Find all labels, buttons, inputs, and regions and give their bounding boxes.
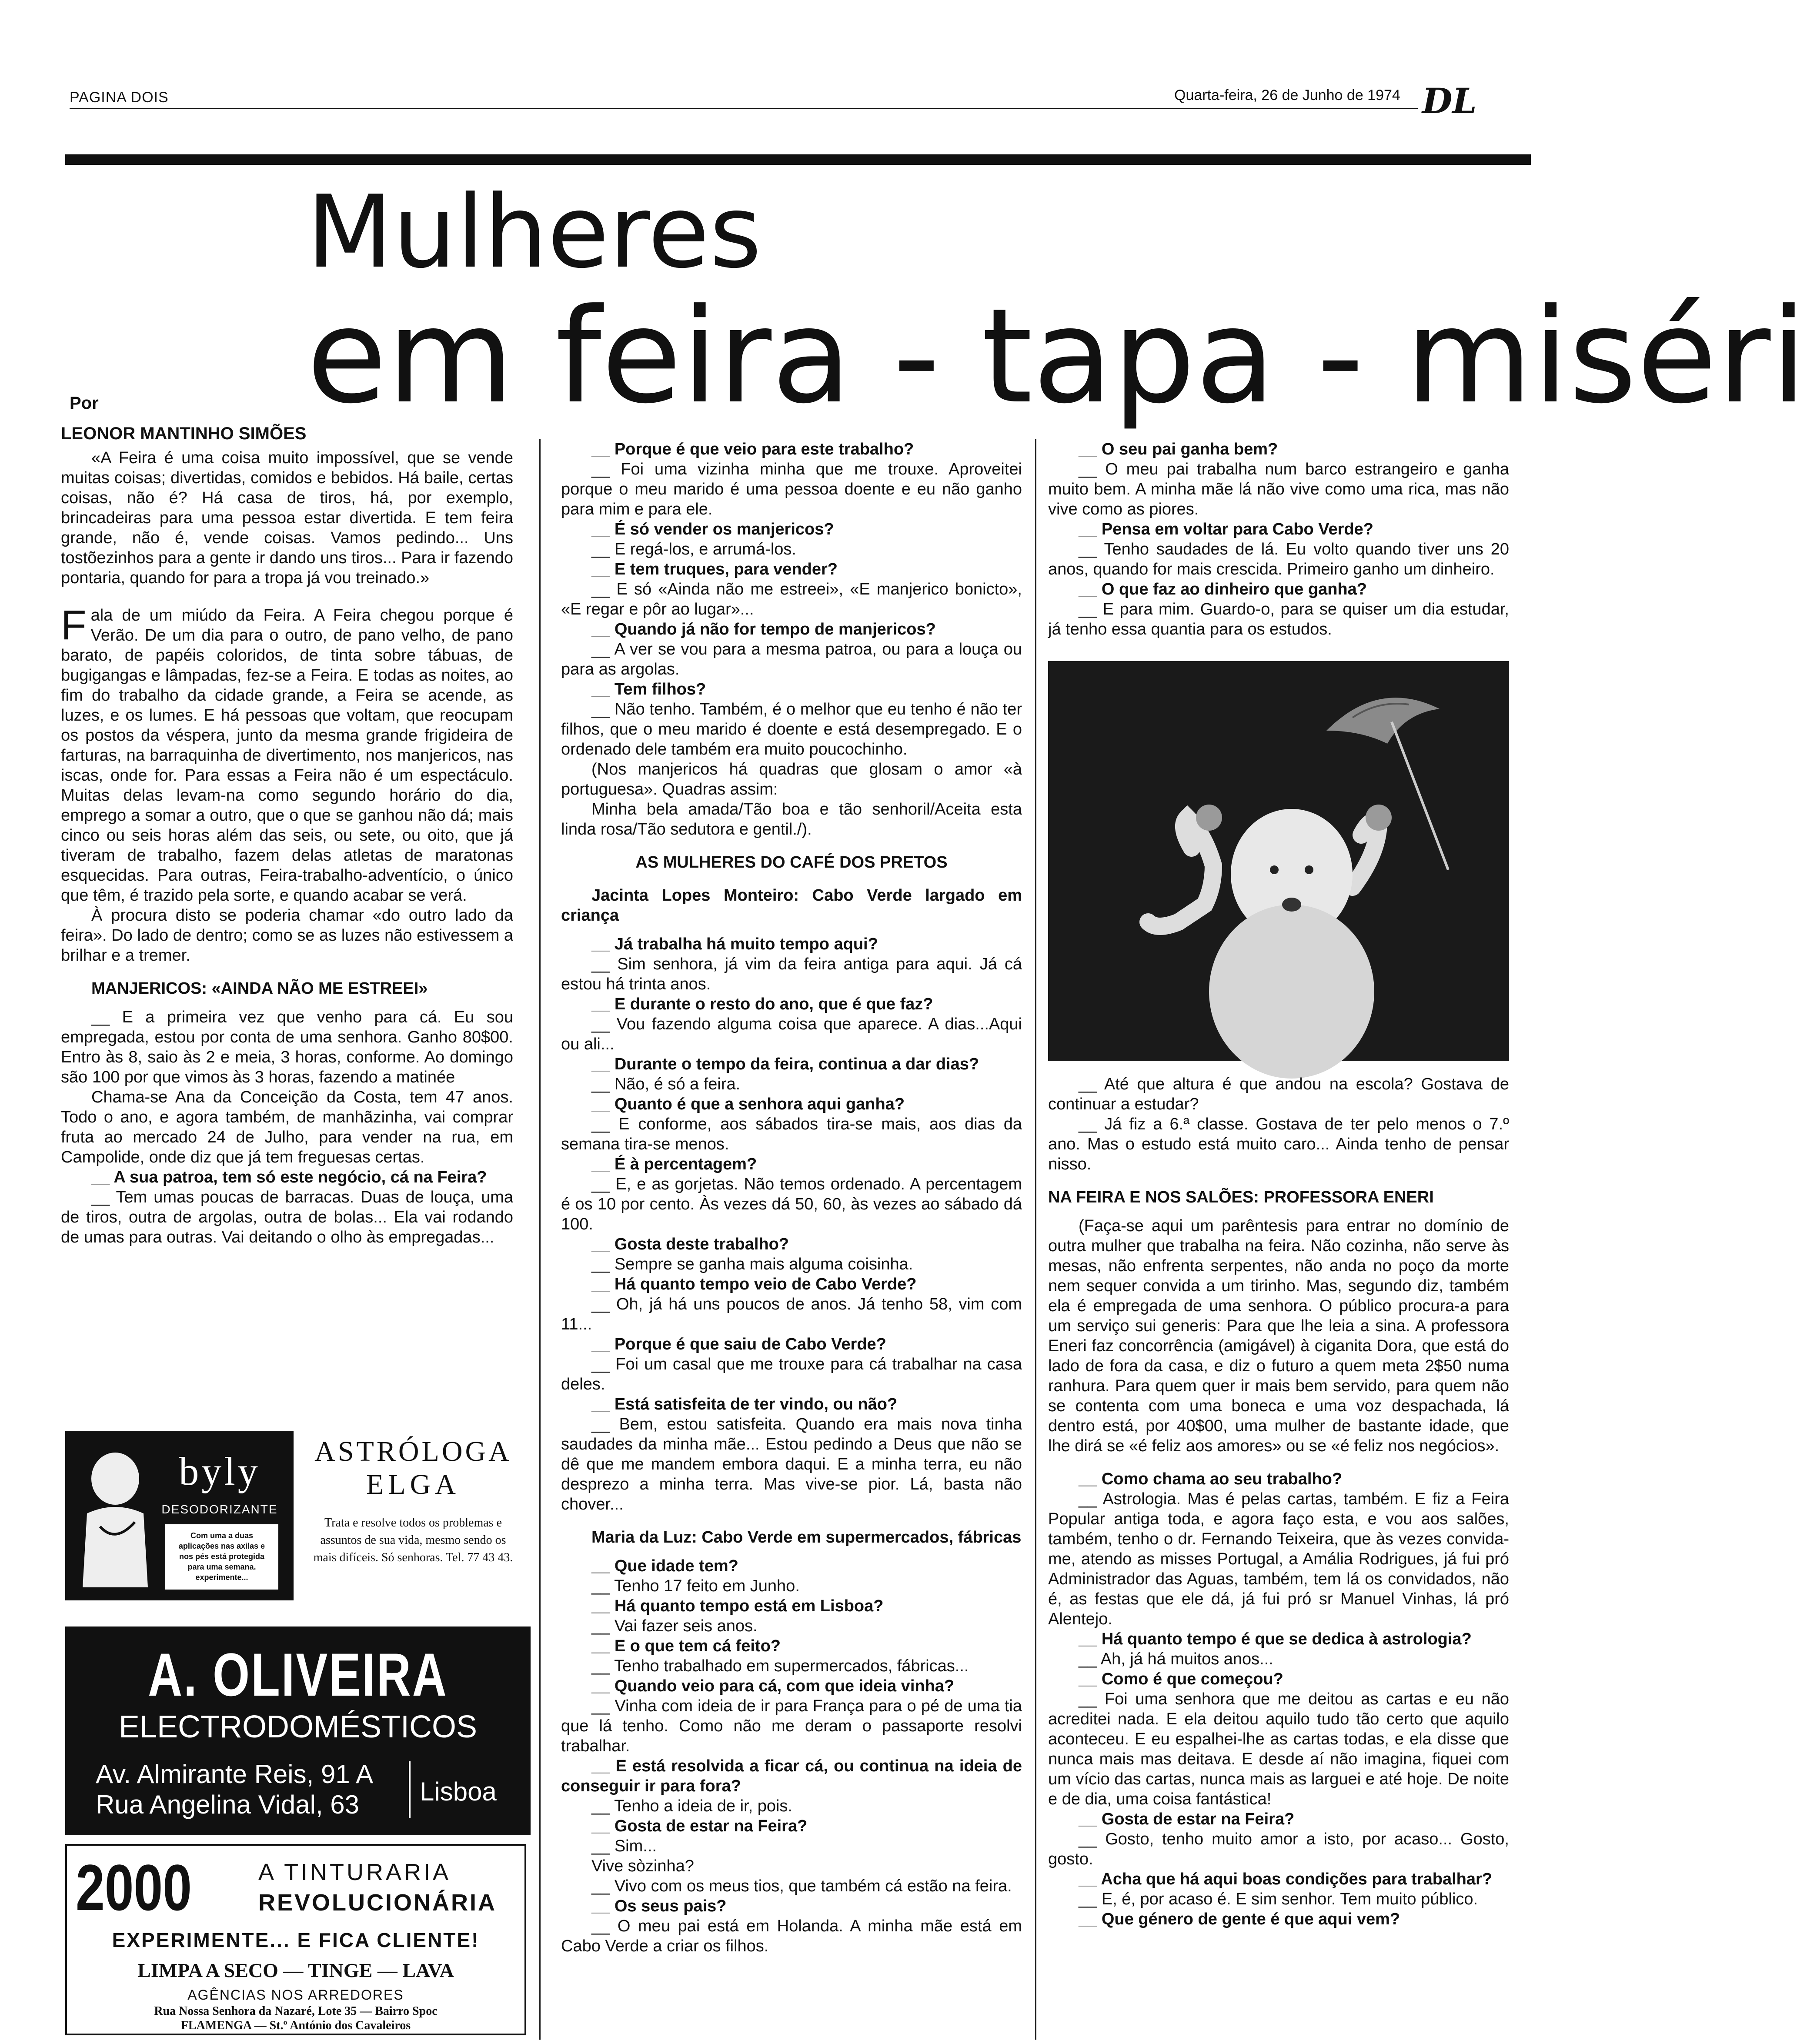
column-divider xyxy=(539,439,541,2040)
interview-answer: __ Vou fazendo alguma coisa que aparece. A dias...Aqui ou ali... xyxy=(561,1015,1022,1053)
interview-question: __ Acha que há aqui boas condições para trabalhar? xyxy=(1079,1870,1492,1888)
column-2 xyxy=(561,439,1022,1956)
interview-question: __ O seu pai ganha bem? xyxy=(1079,440,1278,458)
article-photo xyxy=(1048,661,1509,1061)
oliveira-name: A. OLIVEIRA xyxy=(148,1640,448,1709)
subheading: Maria da Luz: Cabo Verde em supermercados, fábricas xyxy=(591,1528,1022,1546)
byly-brand: byly xyxy=(179,1449,261,1493)
oliveira-city: Lisboa xyxy=(420,1777,497,1806)
tint-agencies: AGÊNCIAS NOS ARREDORES xyxy=(187,1987,404,2003)
interview-answer: __ Astrologia. Mas é pelas cartas, também. E fiz a Feira Popular antiga toda, e agora faço esta, e vou aos salões, também, tenho o dr. Fernando Teixeira, que às vezes convida-me, atendo as misses Portugal, a Amália Rodrigues, já fui pró Administrador das Aguas, também, tem lá os convidados, não é, as festas que ele dá, já fui pró sr Manuel Vinhas, lá pró Alentejo. xyxy=(1048,1490,1509,1628)
interview-answer: __ Tenho a ideia de ir, pois. xyxy=(591,1797,792,1815)
paragraph: (Faça-se aqui um parêntesis para entrar no domínio de outra mulher que trabalha na feira. Não cozinha, não serve às mesas, não enfrenta serpentes, não anda no poço da morte nem sequer convida a um tirinho. Mas, segundo diz, também ela é empregada de uma senhora. O público procura-a para um serviço sui generis: Para que lhe leia a sina. A professora Eneri faz concorrência (amigável) à ciganita Dora, que está do lado de fora da casa, e diz o futuro a quem meta 2$50 numa ranhura. Para quem quer ir mais bem servido, para quem não se contenta com uma boneca e uma voz despachada, lá dentro está, por 40$00, uma mulher de bastante idade, que lhe dirá se «é feliz aos amores» ou se «é feliz nos negócios». xyxy=(1048,1217,1509,1455)
column-3 xyxy=(1048,439,1509,639)
paragraph: __ E a primeira vez que venho para cá. Eu sou empregada, estou por conta de uma senhora. Ganho 80$00. Entro às 8, saio às 2 e meia, 3 horas, conforme. Ao domingo são 100 por que vimos às 3 horas, fazendo a matinée xyxy=(61,1008,513,1086)
interview-answer: (Nos manjericos há quadras que glosam o amor «à portuguesa». Quadras assim: xyxy=(561,760,1022,798)
interview-question: __ E o que tem cá feito? xyxy=(591,1637,781,1655)
interview-answer: __ O meu pai está em Holanda. A minha mãe está em Cabo Verde a criar os filhos. xyxy=(561,1917,1022,1955)
interview-question: __ Gosta de estar na Feira? xyxy=(1079,1810,1295,1828)
interview-answer: __ Sim... xyxy=(591,1837,657,1855)
interview-question: __ E tem truques, para vender? xyxy=(591,560,838,578)
column-1 xyxy=(61,448,513,1247)
interview-question: __ É à percentagem? xyxy=(591,1155,757,1173)
ad-byly xyxy=(65,1431,294,1600)
interview-answer: __ Tenho saudades de lá. Eu volto quando tiver uns 20 anos, quando for mais crescida. Primeiro ganho um dinheiro. xyxy=(1048,540,1509,578)
interview-answer: Minha bela amada/Tão boa e tão senhoril/Aceita esta linda rosa/Tão sedutora e gentil./). xyxy=(561,800,1022,838)
tint-title-1: A TINTURARIA xyxy=(258,1859,451,1885)
tint-address-1: Rua Nossa Senhora da Nazaré, Lote 35 — Bairro Spoc xyxy=(154,2004,438,2018)
interview-answer: __ Não, é só a feira. xyxy=(591,1075,741,1093)
interview-answer: __ O meu pai trabalha num barco estrangeiro e ganha muito bem. A minha mãe lá não vive como uma rica, mas não vive como as piores. xyxy=(1048,460,1509,518)
interview-answer: Vive sòzinha? xyxy=(591,1857,694,1875)
subheading: NA FEIRA E NOS SALÕES: PROFESSORA ENERI xyxy=(1048,1188,1434,1206)
paragraph xyxy=(61,602,513,905)
interview-block xyxy=(1048,439,1509,639)
question: __ A sua patroa, tem só este negócio, cá na Feira? xyxy=(91,1168,487,1186)
interview-answer: __ Sempre se ganha mais alguma coisinha. xyxy=(591,1255,913,1273)
interview-answer: __ E conforme, aos sábados tira-se mais, aos dias da semana tira-se menos. xyxy=(561,1115,1022,1153)
interview-question: __ Quando veio para cá, com que ideia vinha? xyxy=(591,1677,955,1695)
interview-question: __ O que faz ao dinheiro que ganha? xyxy=(1079,580,1367,598)
ad-tinturaria xyxy=(65,1844,526,2035)
interview-answer: __ Foi uma senhora que me deitou as cartas e eu não acreditei nada. E ela deitou aquilo tudo tão certo que aquilo aconteceu. E eu espalhei-lhe as cartas todas, e ela disse que nunca mais mas deitava. E desde aí não imagina, fiquei com um vício das cartas, nunca mais as larguei e até hoje. De noite e de dia, uma coisa fantástica! xyxy=(1048,1690,1509,1808)
newspaper-logo: DL xyxy=(1422,80,1477,121)
interview-question: __ Gosta de estar na Feira? xyxy=(591,1817,808,1835)
interview-block xyxy=(1048,1469,1509,1929)
interview-question: __ Pensa em voltar para Cabo Verde? xyxy=(1079,520,1373,538)
tint-address-2: FLAMENGA — St.º António dos Cavaleiros xyxy=(180,2019,411,2032)
interview-question: __ Os seus pais? xyxy=(591,1897,727,1915)
oliveira-sub: ELECTRODOMÉSTICOS xyxy=(118,1710,478,1744)
tint-slogan: EXPERIMENTE... E FICA CLIENTE! xyxy=(112,1929,480,1951)
ad-astrologa xyxy=(300,1431,526,1600)
interview-answer: __ Tenho 17 feito em Junho. xyxy=(591,1577,800,1595)
byly-tagline: DESODORIZANTE xyxy=(161,1503,278,1516)
interview-question: __ Porque é que saiu de Cabo Verde? xyxy=(591,1335,886,1353)
divider xyxy=(409,1761,411,1818)
intro-quote: «A Feira é uma coisa muito impossível, que se vende muitas coisas; divertidas, comidos e bebidos. Há baile, certas coisas, não é? Há casa de tiros, há, por exemplo, brincadeiras para uma pessoa estar divertida. E tem feira grande, não é, vende coisas. Vamos pedindo... Uns tostõezinhos para a gente ir dando uns tiros... Para ir fazendo pontaria, quando for para a tropa já vou treinado.» xyxy=(61,449,513,587)
interview-block xyxy=(561,1556,1022,1956)
interview-question: __ Como é que começou? xyxy=(1079,1670,1283,1688)
interview-answer: __ Até que altura é que andou na escola? Gostava de continuar a estudar? xyxy=(1048,1075,1509,1113)
interview-question: __ Há quanto tempo está em Lisboa? xyxy=(591,1597,884,1615)
interview-answer: __ Bem, estou satisfeita. Quando era mais nova tinha saudades da minha mãe... Estou pedindo a Deus que não se dê que me mandem embora daqui. E a minha terra, eu não desprezo a minha terra. Mas vive-se pior. Lá, basta não chover... xyxy=(561,1415,1022,1513)
interview-question: __ Que idade tem? xyxy=(591,1557,738,1575)
tint-services: LIMPA A SECO — TINGE — LAVA xyxy=(137,1959,454,1981)
interview-answer: __ Não tenho. Também, é o melhor que eu tenho é não ter filhos, que o meu marido é doente e está desempregado. E o ordenado dele também era muito poucochinho. xyxy=(561,700,1022,758)
interview-answer: __ Ah, já há muitos anos... xyxy=(1079,1650,1273,1668)
interview-answer: __ E, e as gorjetas. Não temos ordenado. A percentagem é os 10 por cento. Às vezes dá 50, 60, às vezes ao sábado dá 100. xyxy=(561,1175,1022,1233)
interview-block xyxy=(561,439,1022,839)
headline-line-1: Mulheres xyxy=(307,174,762,291)
interview-block xyxy=(561,934,1022,1514)
headline-bar xyxy=(65,154,1531,165)
interview-question: __ É só vender os manjericos? xyxy=(591,520,834,538)
child-umbrella-illustration xyxy=(1048,661,1509,1061)
subheading: AS MULHERES DO CAFÉ DOS PRETOS xyxy=(635,853,948,872)
ad-oliveira xyxy=(65,1627,531,1835)
byly-copy: Com uma a duas aplicações nas axilas e nos pés está protegida para uma semana. experimente... xyxy=(165,1524,278,1590)
column-3-continued xyxy=(1048,1074,1509,1929)
interview-answer: __ E, é, por acaso é. E sim senhor. Tem muito público. xyxy=(1079,1890,1478,1908)
oliveira-address-2: Rua Angelina Vidal, 63 xyxy=(96,1790,360,1819)
interview-answer: __ E regá-los, e arrumá-los. xyxy=(591,540,796,558)
interview-question: __ Há quanto tempo veio de Cabo Verde? xyxy=(591,1275,917,1293)
interview-question: __ Que género de gente é que aqui vem? xyxy=(1079,1910,1400,1928)
woman-figure-icon xyxy=(74,1448,157,1587)
interview-question: __ Gosta deste trabalho? xyxy=(591,1235,789,1253)
section-label: PAGINA DOIS xyxy=(70,89,169,106)
tint-number: 2000 xyxy=(76,1851,192,1924)
interview-question: __ Como chama ao seu trabalho? xyxy=(1079,1470,1343,1488)
interview-question: __ E está resolvida a ficar cá, ou continua na ideia de conseguir ir para fora? xyxy=(561,1757,1022,1795)
interview-answer: __ Sim senhora, já vim da feira antiga para aqui. Já cá estou há trinta anos. xyxy=(561,955,1022,993)
interview-answer: __ E só «Ainda não me estreei», «E manjerico bonicto», «E regar e pôr ao lugar»... xyxy=(561,580,1022,618)
interview-block xyxy=(1048,1074,1509,1174)
interview-question: __ Já trabalha há muito tempo aqui? xyxy=(591,935,878,953)
oliveira-address-1: Av. Almirante Reis, 91 A xyxy=(96,1760,374,1789)
interview-answer: __ Tenho trabalhado em supermercados, fábricas... xyxy=(591,1657,969,1675)
interview-answer: __ Já fiz a 6.ª classe. Gostava de ter pelo menos o 7.º ano. Mas o estudo está muito caro... Ainda tenho de pensar nisso. xyxy=(1048,1115,1509,1173)
astro-body: Trata e resolve todos os problemas e assuntos de sua vida, mesmo sendo os mais difíceis. Só senhoras. Tel. 77 43 43. xyxy=(313,1516,513,1564)
drop-cap: F xyxy=(61,602,87,648)
interview-answer: __ Vivo com os meus tios, que também cá estão na feira. xyxy=(591,1877,1012,1895)
astro-name: ELGA xyxy=(366,1469,460,1500)
interview-question: __ Há quanto tempo é que se dedica à astrologia? xyxy=(1079,1630,1472,1648)
issue-date: Quarta-feira, 26 de Junho de 1974 xyxy=(1174,87,1400,104)
paragraph: Chama-se Ana da Conceição da Costa, tem 47 anos. Todo o ano, e agora também, de manhãzinha, vai comprar fruta ao mercado 24 de Julho, para vender na rua, em Campolide, onde diz que já tem freguesas certas. xyxy=(61,1088,513,1166)
interview-question: __ Está satisfeita de ter vindo, ou não? xyxy=(591,1395,898,1413)
interview-question: __ Porque é que veio para este trabalho? xyxy=(591,440,914,458)
astro-title: ASTRÓLOGA xyxy=(314,1436,512,1467)
interview-question: __ Durante o tempo da feira, continua a dar dias? xyxy=(591,1055,979,1073)
column-divider xyxy=(1035,439,1036,2040)
tint-title-2: REVOLUCIONÁRIA xyxy=(258,1890,497,1916)
interview-answer: __ Gosto, tenho muito amor a isto, por acaso... Gosto, gosto. xyxy=(1048,1830,1509,1868)
interview-answer: __ Vai fazer seis anos. xyxy=(591,1617,758,1635)
interview-question: __ Quanto é que a senhora aqui ganha? xyxy=(591,1095,905,1113)
subheading: MANJERICOS: «AINDA NÃO ME ESTREEI» xyxy=(91,979,428,998)
interview-answer: __ Vinha com ideia de ir para França para o pé de uma tia que lá tenho. Como não me deram o passaporte resolvi trabalhar. xyxy=(561,1697,1022,1755)
headline-line-2: em feira - tapa - miséri xyxy=(307,281,1807,432)
interview-answer: __ Oh, já há uns poucos de anos. Já tenho 58, vim com 11... xyxy=(561,1295,1022,1333)
interview-answer: __ A ver se vou para a mesma patroa, ou para a louça ou para as argolas. xyxy=(561,640,1022,678)
interview-answer: __ Foi um casal que me trouxe para cá trabalhar na casa deles. xyxy=(561,1355,1022,1393)
byline-author: LEONOR MANTINHO SIMÕES xyxy=(61,424,307,443)
header-rule xyxy=(70,108,1418,109)
interview-question: __ E durante o resto do ano, que é que faz? xyxy=(591,995,933,1013)
subheading: Jacinta Lopes Monteiro: Cabo Verde largado em criança xyxy=(561,886,1022,925)
interview-answer: __ Foi uma vizinha minha que me trouxe. Aproveitei porque o meu marido é uma pessoa doente e eu não ganho para mim e para ele. xyxy=(561,460,1022,518)
byline-prefix: Por xyxy=(70,394,99,413)
interview-answer: __ E para mim. Guardo-o, para se quiser um dia estudar, já tenho essa quantia para os estudos. xyxy=(1048,600,1509,638)
interview-question: __ Tem filhos? xyxy=(591,680,706,698)
paragraph: À procura disto se poderia chamar «do outro lado da feira». Do lado de dentro; como se as luzes não estivessem a brilhar e a tremer. xyxy=(61,906,513,965)
interview-question: __ Quando já não for tempo de manjericos? xyxy=(591,620,936,638)
paragraph: __ Tem umas poucas de barracas. Duas de louça, uma de tiros, outra de argolas, outra de bolas... Ela vai rodando de umas para outras. Vai deitando o olho às empregadas... xyxy=(61,1188,513,1246)
paragraph-text: ala de um miúdo da Feira. A Feira chegou porque é Verão. De um dia para o outro, de pano velho, de pano barato, de papéis coloridos, de tinta sobre tábuas, de bugigangas e lâmpadas, fez-se a Feira. E todas as noites, ao fim do trabalho da cidade grande, a Feira se acende, as luzes, e os lumes. E há pessoas que voltam, que reocupam os postos da véspera, junto da mesma grande frigideira de farturas, na barraquinha de divertimento, nos manjericos, nas iscas, onde for. Para essas a Feira não é um espectáculo. Muitas delas levam-na como segundo horário do dia, emprego a somar a outro, que o que se ganhou não dá; mais cinco ou seis horas além das seis, ou sete, ou oito, que já tiveram de trabalho, fazem delas atletas de maratonas esquecidas. Para outras, Feira-trabalho-adventício, o único que têm, é trazido pela sorte, e quando acabar se verá. xyxy=(61,606,513,905)
